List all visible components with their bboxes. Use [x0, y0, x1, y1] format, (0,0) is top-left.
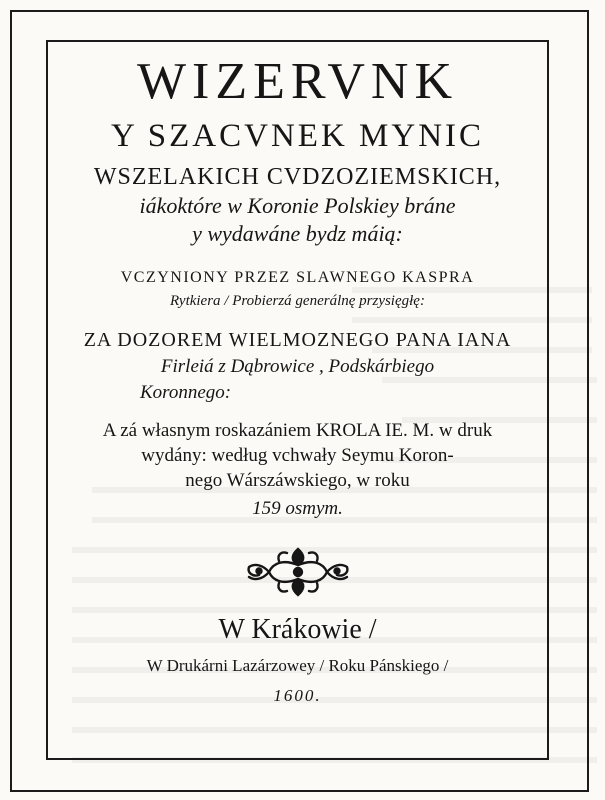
supervision-line-3: Koronnego:: [140, 382, 232, 403]
title-page-text: [48, 44, 547, 709]
author-line-2: Rytkiera / Probierzá generálnę przysięgłę:: [170, 293, 425, 309]
author-line-1: VCZYNIONY PRZEZ SLAWNEGO KASPRA: [120, 269, 475, 286]
title-line-1: WIZERVNK: [136, 53, 459, 110]
title-line-2: Y SZACVNEK MYNIC: [110, 118, 485, 154]
royal-order-line-4: 159 osmym.: [252, 498, 343, 519]
supervision-line-2: Firleiá z Dąbrowice , Podskárbiego: [160, 356, 435, 377]
imprint-year: 1600.: [273, 686, 322, 705]
title-line-5: y wydawáne bydz máią:: [192, 221, 403, 246]
imprint-place: W Krákowie /: [218, 614, 377, 645]
floral-fleuron-icon: [243, 545, 353, 599]
title-line-4: iákoktóre w Koronie Polskiey bráne: [139, 193, 456, 218]
royal-order-line-1: A zá własnym roskazániem KROLA IE. M. w druk: [102, 420, 493, 441]
imprint-printer: W Drukárni Lazárzowey / Roku Pánskiego /: [146, 656, 449, 675]
royal-order-line-3: nego Wárszáwskiego, w roku: [185, 470, 410, 491]
royal-order-line-2: wydány: według vchwały Seymu Koron-: [141, 445, 454, 466]
title-line-3: WSZELAKICH CVDZOZIEMSKICH,: [93, 164, 502, 190]
supervision-line-1: ZA DOZOREM WIELMOZNEGO PANA IANA: [83, 329, 512, 351]
